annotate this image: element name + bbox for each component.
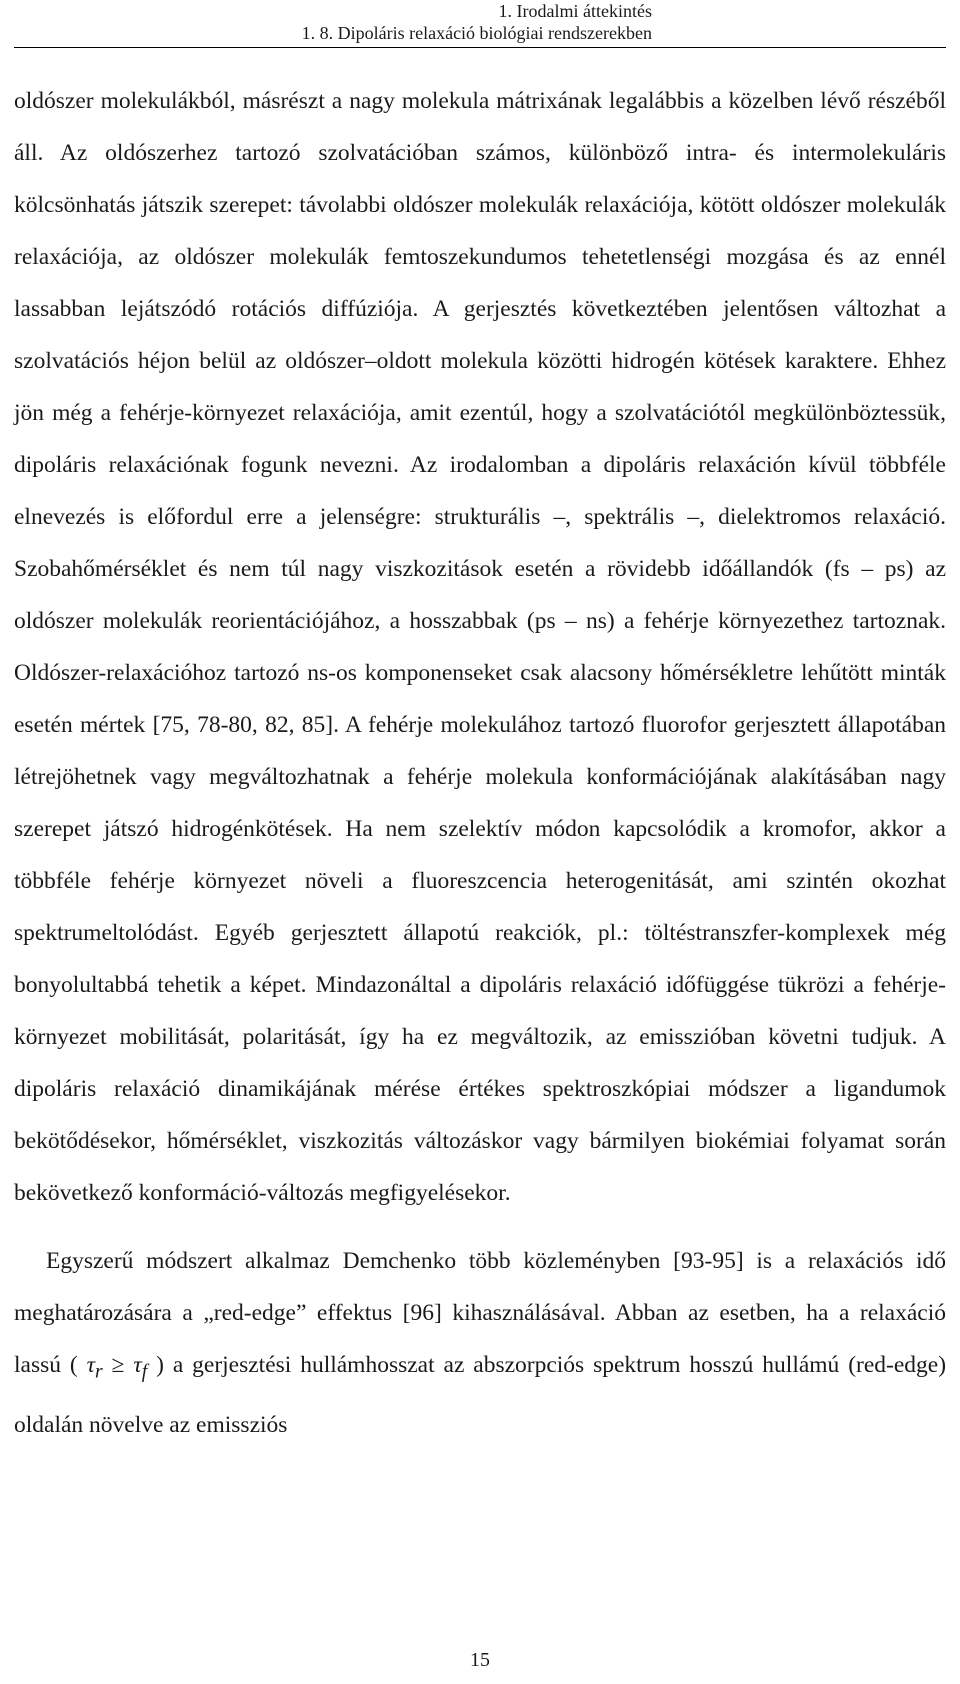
paragraph-1: oldószer molekulákból, másrészt a nagy molekula mátrixának legalábbis a közelben lévő részéből áll. Az oldószerhez tartozó szolvatációban számos, különböző intra- és intermolekuláris kölcsönhatás játszik szerepet: távolabbi oldószer molekulák relaxációja, kötött oldószer molekulák relaxációja, az oldószer molekulák femtoszekundumos tehetetlenségi mozgása és az ennél lassabban lejátszódó rotációs diffúziója. A gerjesztés következtében jelentősen változhat a szolvatációs héjon belül az oldószer–oldott molekula közötti hidrogén kötések karaktere. Ehhez jön még a fehérje-környezet relaxációja, amit ezentúl, hogy a szolvatációtól megkülönböztessük, dipoláris relaxációnak fogunk nevezni. Az irodalomban a dipoláris relaxáción kívül többféle elnevezés is előfordul erre a jelenségre: strukturális –, spektrális –, dielektromos relaxáció. Szobahőmérséklet és nem túl nagy viszkozitások esetén a rövidebb időállandók (fs – ps) az oldószer molekulák reorientációjához, a hosszabbak (ps – ns) a fehérje környezethez tartoznak. Oldószer-relaxációhoz tartozó ns-os komponenseket csak alacsony hőmérsékletre lehűtött minták esetén mértek [75, 78-80, 82, 85]. A fehérje molekulához tartozó fluorofor gerjesztett állapotában létrejöhetnek vagy megváltozhatnak a fehérje molekula konformációjának alakításában nagy szerepet játszó hidrogénkötések. Ha nem szelektív módon kapcsolódik a kromofor, akkor a többféle fehérje környezet növeli a fluoreszcencia heterogenitását, ami szintén okozhat spektrumeltolódást. Egyéb gerjesztett állapotú reakciók, pl.: töltéstranszfer-komplexek még bonyolultabbá tehetik a képet. Mindazonáltal a dipoláris relaxáció időfüggése tükrözi a fehérje-környezet mobilitását, polaritását, így ha ez megváltozik, az emisszióban követni tudjuk. A dipoláris relaxáció dinamikájának mérése értékes spektroszkópiai módszer a ligandumok bekötődésekor, hőmérséklet, viszkozitás változáskor vagy bármilyen biokémiai folyamat során bekövetkező konformáció-változás megfigyelésekor. (14, 88, 946, 1206)
page-number: 15 (470, 1649, 490, 1671)
relaxation-condition-formula (86, 1352, 148, 1383)
body-text (14, 75, 946, 1451)
header-section: 1. 8. Dipoláris relaxáció biológiai rendszerekben (301, 23, 652, 43)
paragraph-2-text-before: Egyszerű módszert alkalmaz Demchenko több közleményben [93-95] is a relaxációs idő meghatározására a „red-edge” effektus [96] kihasználásával. Abban az esetben, ha a relaxáció lassú ( (14, 1248, 946, 1378)
header-rule (14, 47, 946, 48)
paragraph-2 (14, 1235, 946, 1451)
greater-equal-sign: ≥ (111, 1352, 125, 1378)
subscript-r: r (95, 1361, 103, 1383)
paragraph-2-text-after: ) a gerjesztési hullámhosszat az abszorpciós spektrum hosszú hullámú (red-edge) oldalán növelve az emissziós (14, 1352, 947, 1438)
tau-symbol: τ (133, 1352, 142, 1378)
header-chapter: 1. Irodalmi áttekintés (498, 1, 652, 21)
subscript-f: f (141, 1361, 148, 1383)
tau-symbol: τ (86, 1352, 96, 1378)
running-header (302, 0, 652, 44)
